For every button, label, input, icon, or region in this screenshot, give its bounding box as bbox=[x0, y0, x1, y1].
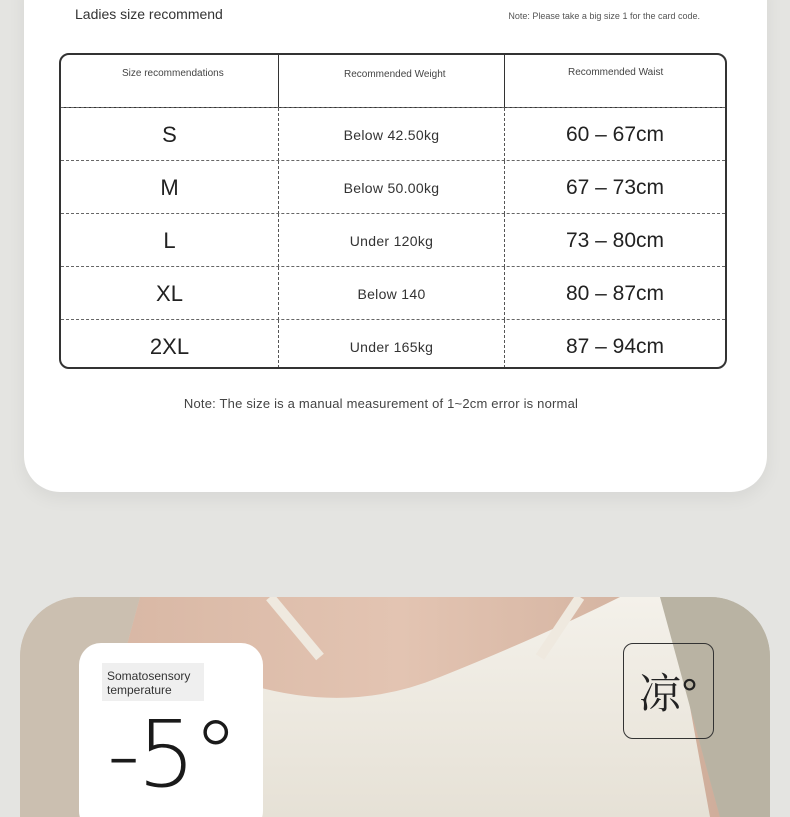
size-cell: XL bbox=[156, 280, 183, 306]
measurement-note: Note: The size is a manual measurement of 1~2cm error is normal bbox=[183, 396, 579, 411]
temperature-card bbox=[79, 643, 263, 817]
weight-cell: Below 50.00kg bbox=[278, 161, 504, 214]
waist-cell: 80 – 87cm bbox=[504, 267, 725, 320]
table-row bbox=[61, 319, 725, 369]
size-cell: L bbox=[163, 227, 176, 253]
temperature-label: Somatosensory temperature bbox=[102, 663, 204, 701]
size-chart-title: Ladies size recommend bbox=[75, 6, 223, 22]
table-row bbox=[61, 107, 725, 161]
weight-cell: Under 120kg bbox=[278, 214, 504, 267]
weight-cell: Below 42.50kg bbox=[278, 108, 504, 161]
header-size: Size recommendations bbox=[122, 68, 224, 79]
promo-banner bbox=[20, 597, 770, 817]
table-row bbox=[61, 266, 725, 320]
header-weight: Recommended Weight bbox=[344, 69, 446, 80]
cool-badge: 凉° bbox=[623, 643, 714, 739]
table-row bbox=[61, 213, 725, 267]
size-cell: 2XL bbox=[149, 333, 190, 359]
header-waist: Recommended Waist bbox=[568, 67, 664, 78]
weight-cell: Under 165kg bbox=[278, 320, 504, 369]
waist-cell: 67 – 73cm bbox=[504, 161, 725, 214]
size-note: Note: Please take a big size 1 for the card code. bbox=[508, 11, 700, 21]
temperature-value: -5° bbox=[107, 701, 236, 808]
waist-cell: 87 – 94cm bbox=[504, 320, 725, 369]
size-cell: S bbox=[162, 121, 177, 147]
waist-cell: 60 – 67cm bbox=[504, 108, 725, 161]
table-row bbox=[61, 160, 725, 214]
size-cell: M bbox=[160, 174, 179, 200]
size-table bbox=[59, 53, 727, 369]
weight-cell: Below 140 bbox=[278, 267, 504, 320]
table-header-row bbox=[61, 55, 725, 108]
waist-cell: 73 – 80cm bbox=[504, 214, 725, 267]
